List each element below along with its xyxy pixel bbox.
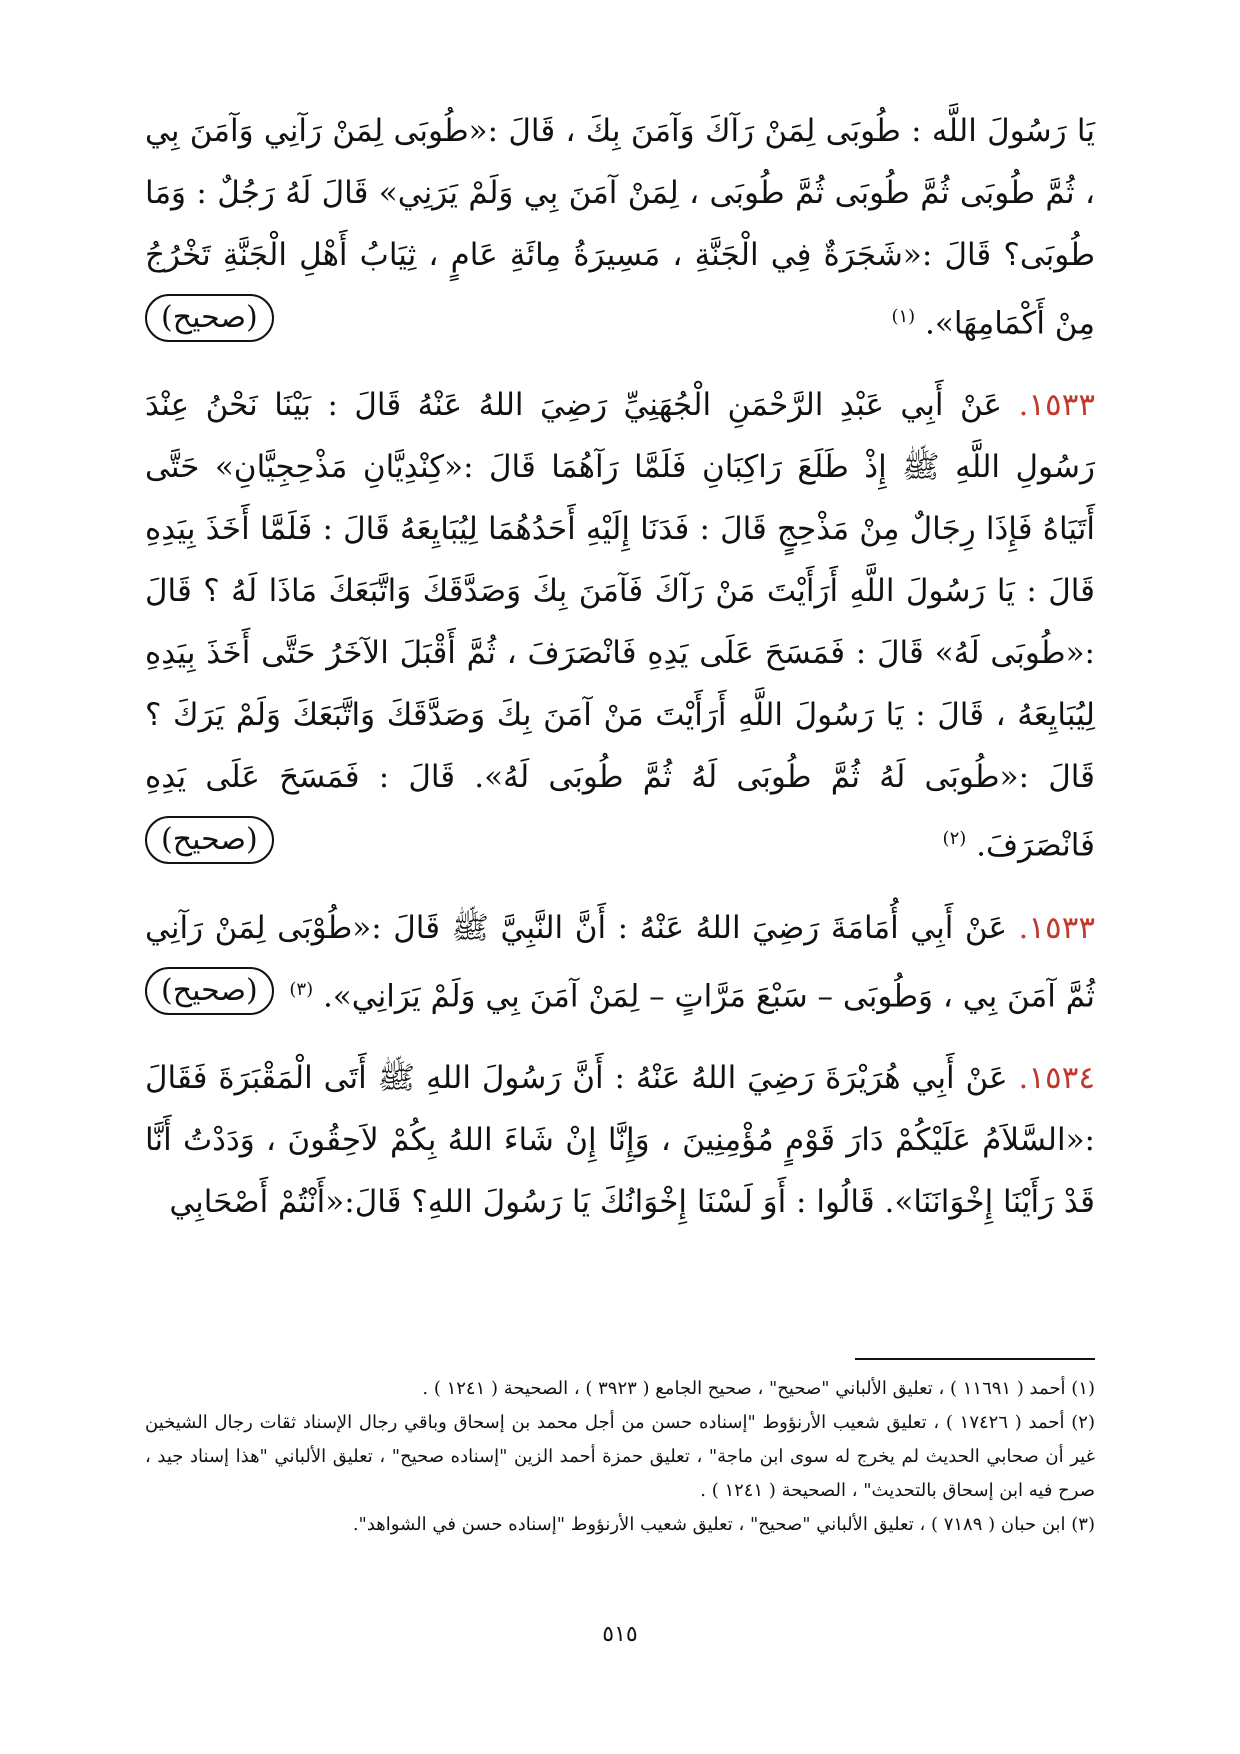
grade-badge: (صحيح) [145, 294, 274, 342]
footnote-2: (٢) أحمد ( ١٧٤٢٦ ) ، تعليق شعيب الأرنؤوط "إسناده حسن من أجل محمد بن إسحاق وباقي رجال الإسناد ثقات رجال الشيخين غير أن صحابي الحديث لم يخرج له سوى ابن ماجة" ، تعليق حمزة أحمد الزين "إسناده صحيح" ، تعليق الألباني "هذا إسناد جيد ، صرح فيه ابن إسحاق بالتحديث" ، الصحيحة ( ١٢٤١ ) . [145, 1412, 1095, 1501]
page-number: ٥١٥ [602, 1622, 638, 1647]
hadith-number: ١٥٣٣. [1018, 909, 1096, 946]
footnote-divider [855, 1358, 1095, 1360]
paragraph-text: عَنْ أَبِي أُمَامَةَ رَضِيَ اللهُ عَنْهُ : أَنَّ النَّبِيَّ ﷺ قَالَ :«طُوْبَى لِمَنْ رَآنِي ثُمَّ آمَنَ بِي ، وَطُوبَى – سَبْعَ مَرَّاتٍ – لِمَنْ آمَنَ بِي وَلَمْ يَرَانِي». [145, 909, 1095, 1014]
hadith-number: ١٥٣٣. [1018, 387, 1095, 424]
main-text [145, 100, 1095, 1253]
grade-badge: (صحيح) [145, 967, 274, 1015]
paragraph-4 [145, 1047, 1095, 1233]
paragraph-text: عَنْ أَبِي عَبْدِ الرَّحْمَنِ الْجُهَنِيِّ رَضِيَ اللهُ عَنْهُ قَالَ : بَيْنَا نَحْنُ عِنْدَ رَسُولِ اللَّهِ ﷺ إِذْ طَلَعَ رَاكِبَانِ فَلَمَّا رَآهُمَا قَالَ :«كِنْدِيَّانِ مَذْحِجِيَّانِ» حَتَّى أَتَيَاهُ فَإِذَا رِجَالٌ مِنْ مَذْحِجٍ قَالَ : فَدَنَا إِلَيْهِ أَحَدُهُمَا لِيُبَايِعَهُ قَالَ : فَلَمَّا أَخَذَ بِيَدِهِ قَالَ : يَا رَسُولَ اللَّهِ أَرَأَيْتَ مَنْ رَآكَ فَآمَنَ بِكَ وَصَدَّقَكَ وَاتَّبَعَكَ مَاذَا لَهُ ؟ قَالَ :«طُوبَى لَهُ» قَالَ : فَمَسَحَ عَلَى يَدِهِ فَانْصَرَفَ ، ثُمَّ أَقْبَلَ الآخَرُ حَتَّى أَخَذَ بِيَدِهِ لِيُبَايِعَهُ ، قَالَ : يَا رَسُولَ اللَّهِ أَرَأَيْتَ مَنْ آمَنَ بِكَ وَصَدَّقَكَ وَاتَّبَعَكَ وَلَمْ يَرَكَ ؟ قَالَ :«طُوبَى لَهُ ثُمَّ طُوبَى لَهُ ثُمَّ طُوبَى لَهُ». قَالَ : فَمَسَحَ عَلَى يَدِهِ فَانْصَرَفَ. [145, 387, 1095, 864]
footnote-ref[interactable]: (١) [891, 306, 916, 327]
paragraph-1 [145, 100, 1095, 354]
paragraph-2 [145, 374, 1095, 876]
footnotes [145, 1372, 1095, 1542]
paragraph-3 [145, 897, 1095, 1027]
footnote-1: (١) أحمد ( ١١٦٩١ ) ، تعليق الألباني "صحيح" ، صحيح الجامع ( ٣٩٢٣ ) ، الصحيحة ( ١٢٤١ ) . [422, 1378, 1095, 1399]
grade-badge: (صحيح) [145, 816, 274, 864]
footnote-3: (٣) ابن حبان ( ٧١٨٩ ) ، تعليق الألباني "صحيح" ، تعليق شعيب الأرنؤوط "إسناده حسن في الشواهد". [352, 1514, 1095, 1535]
footnote-ref[interactable]: (٢) [942, 828, 967, 850]
footnote-ref[interactable]: (٣) [289, 978, 314, 1000]
paragraph-text: يَا رَسُولَ اللَّه : طُوبَى لِمَنْ رَآكَ وَآمَنَ بِكَ ، قَالَ :«طُوبَى لِمَنْ رَآنِي وَآمَنَ بِي ، ثُمَّ طُوبَى ثُمَّ طُوبَى ثُمَّ طُوبَى ، لِمَنْ آمَنَ بِي وَلَمْ يَرَنِي» قَالَ لَهُ رَجُلٌ : وَمَا طُوبَى؟ قَالَ :«شَجَرَةٌ فِي الْجَنَّةِ ، مَسِيرَةُ مِائَةِ عَامٍ ، ثِيَابُ أَهْلِ الْجَنَّةِ تَخْرُجُ مِنْ أَكْمَامِهَا». [145, 113, 1095, 342]
paragraph-text: عَنْ أَبِي هُرَيْرَةَ رَضِيَ اللهُ عَنْهُ : أَنَّ رَسُولَ اللهِ ﷺ أَتَى الْمَقْبَرَةَ فَقَالَ :«السَّلاَمُ عَلَيْكُمْ دَارَ قَوْمٍ مُؤْمِنِينَ ، وَإِنَّا إِنْ شَاءَ اللهُ بِكُمْ لاَحِقُونَ ، وَدَدْتُ أَنَّا قَدْ رَأَيْنَا إِخْوَانَنَا». قَالُوا : أَوَ لَسْنَا إِخْوَانُكَ يَا رَسُولَ اللهِ؟ قَالَ:«أَنْتُمْ أَصْحَابِي [145, 1059, 1095, 1220]
hadith-number: ١٥٣٤. [1018, 1059, 1095, 1096]
